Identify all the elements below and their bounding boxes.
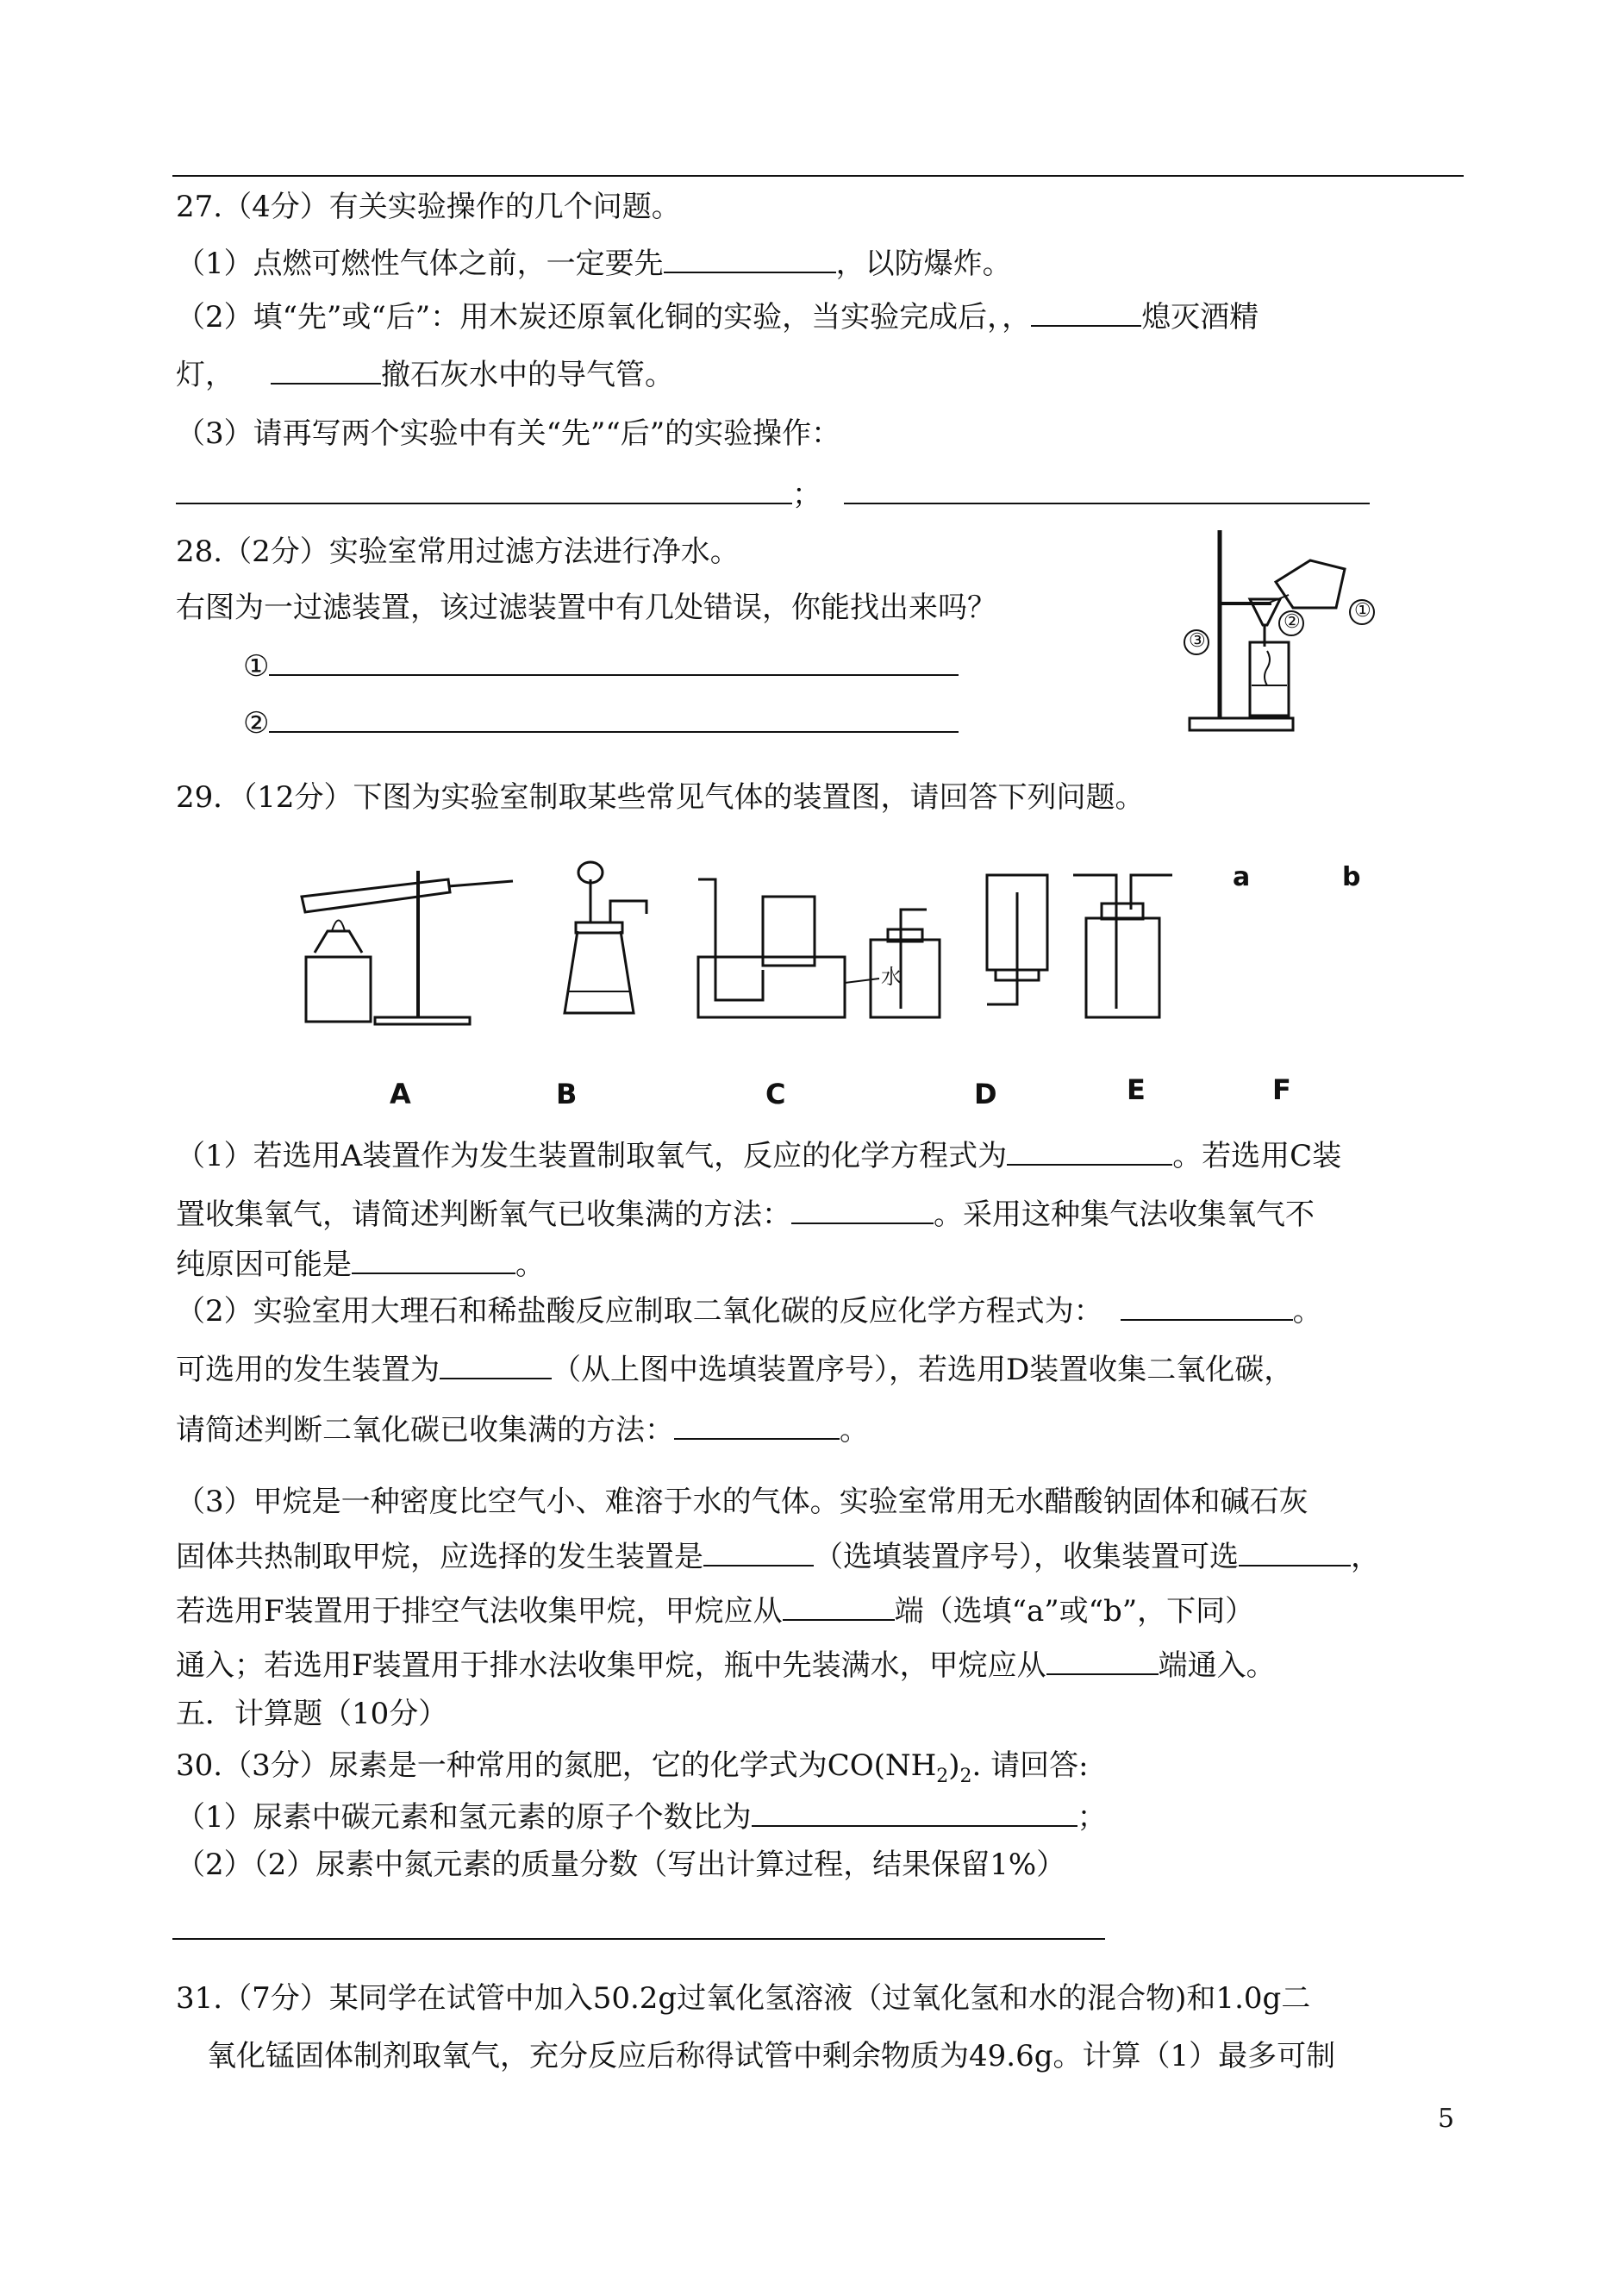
q27-part1-text: （1）点燃可燃性气体之前，一定要先 [176, 247, 664, 281]
q29-part2-text-c: 可选用的发生装置为 [176, 1353, 440, 1387]
answer-blank[interactable] [664, 246, 836, 273]
q29-part3-cont3 [176, 1648, 1276, 1683]
answer-line[interactable] [172, 1938, 1105, 1940]
q29-part2-cont [176, 1352, 1293, 1387]
separator: ； [792, 478, 821, 512]
apparatus-label-d: D [974, 1078, 997, 1110]
q29-part3-text-e: 若选用F装置用于排空气法收集甲烷，甲烷应从 [176, 1594, 783, 1629]
apparatus-a [302, 871, 513, 1024]
answer-blank[interactable] [1007, 1138, 1172, 1166]
q29-part3-cont [176, 1539, 1380, 1574]
q27-part2-text: （2）填“先”或“后”：用木炭还原氧化铜的实验，当实验完成后，， [176, 300, 1032, 335]
q28-item2 [243, 705, 959, 741]
q29-part1-text: （1）若选用A装置作为发生装置制取氧气，反应的化学方程式为 [176, 1139, 1008, 1173]
q29-part3: （3）甲烷是一种密度比空气小、难溶于水的气体。实验室常用无水醋酸钠固体和碱石灰 [176, 1485, 1309, 1519]
q29-part3-text-d: ， [1351, 1540, 1380, 1574]
q30-title-end: . 请回答: [971, 1748, 1089, 1783]
q29-part1 [176, 1138, 1341, 1173]
answer-blank[interactable] [844, 477, 1370, 504]
q29-part2-cont2 [176, 1412, 869, 1448]
q31-line1: 31.（7分）某同学在试管中加入50.2g过氧化氢溶液（过氧化氢和水的混合物)和1.0g二 [176, 1981, 1311, 2016]
answer-blank[interactable] [1031, 299, 1141, 327]
q29-part2-text-e: 请简述判断二氧化碳已收集满的方法： [176, 1413, 674, 1448]
apparatus-label-b: B [556, 1078, 578, 1110]
section5-title: 五．计算题（10分） [176, 1697, 448, 1731]
q29-part2-text-f: 。 [840, 1413, 869, 1448]
q29-part3-cont2 [176, 1593, 1254, 1629]
q29-part2-text-d: （从上图中选填装置序号），若选用D装置收集二氧化碳， [552, 1353, 1294, 1387]
port-b-label: b [1342, 862, 1361, 892]
q29-part1-text-d: 。采用这种集气法收集氧气不 [934, 1198, 1315, 1232]
apparatus-label-c: C [765, 1078, 786, 1110]
apparatus-e [987, 875, 1047, 1004]
answer-blank[interactable] [674, 1412, 840, 1440]
answer-blank[interactable] [269, 648, 959, 676]
q29-part1-text-b: 。若选用C装 [1172, 1139, 1342, 1173]
answer-blank[interactable] [1239, 1539, 1351, 1566]
answer-blank[interactable] [752, 1799, 1077, 1827]
q29-part3-text-f: 端（选填“a”或“b”，下同） [894, 1594, 1255, 1629]
q27-part2-cont [176, 357, 674, 392]
apparatus-label-a: A [390, 1078, 411, 1110]
item-marker: ① [243, 649, 270, 684]
q29-part1-text-c: 置收集氧气，请简述判断氧气已收集满的方法： [176, 1198, 791, 1232]
q28-desc: 右图为一过滤装置，该过滤装置中有几处错误，你能找出来吗？ [176, 591, 996, 625]
answer-blank[interactable] [1121, 1293, 1293, 1321]
answer-blank[interactable] [352, 1247, 515, 1274]
q30-title-paren: ) [948, 1748, 960, 1783]
q27-part3-answers [176, 477, 1370, 512]
answer-blank[interactable] [703, 1539, 814, 1566]
gas-apparatus-figure [293, 862, 1414, 1069]
answer-blank[interactable] [791, 1197, 934, 1224]
apparatus-f [1073, 875, 1172, 1017]
q29-part1-cont2 [176, 1247, 545, 1282]
q29-part2-text-b: 。 [1292, 1294, 1322, 1329]
apparatus-label-f: F [1272, 1073, 1291, 1106]
q29-part2 [176, 1293, 1322, 1329]
q30-title-text: 30.（3分）尿素是一种常用的氮肥，它的化学式为CO(NH [176, 1748, 937, 1783]
filtration-apparatus-figure [1181, 522, 1396, 746]
q27-title: 27.（4分）有关实验操作的几个问题。 [176, 190, 681, 224]
q27-part3: （3）请再写两个实验中有关“先”“后”的实验操作： [176, 416, 841, 451]
q31-line2: 氧化锰固体制剂取氧气，充分反应后称得试管中剩余物质为49.6g。计算（1）最多可制 [207, 2039, 1336, 2073]
q29-part3-text-b: 固体共热制取甲烷，应选择的发生装置是 [176, 1540, 703, 1574]
q29-part1-text-f: 。 [515, 1248, 545, 1282]
answer-blank[interactable] [176, 477, 792, 504]
q29-part3-text-c: （选填装置序号），收集装置可选 [814, 1540, 1239, 1574]
q29-part1-cont [176, 1197, 1315, 1232]
apparatus-c [698, 879, 879, 1017]
subscript: 2 [959, 1765, 972, 1787]
q30-part1-text: （1）尿素中碳元素和氢元素的原子个数比为 [176, 1800, 752, 1835]
apparatus-b [565, 862, 646, 1013]
q29-part2-text: （2）实验室用大理石和稀盐酸反应制取二氧化碳的反应化学方程式为： [176, 1294, 1103, 1329]
page-number: 5 [1438, 2104, 1455, 2134]
q27-part2 [176, 299, 1259, 335]
q28-item1 [243, 648, 959, 684]
subscript: 2 [936, 1765, 949, 1787]
answer-blank[interactable] [440, 1352, 552, 1379]
q30-part2: （2）（2）尿素中氮元素的质量分数（写出计算过程，结果保留1%） [176, 1848, 1066, 1882]
q27-part2-text-d: 撤石灰水中的导气管。 [381, 358, 674, 392]
q29-part3-text-h: 端通入。 [1158, 1648, 1276, 1683]
q28-title: 28.（2分）实验室常用过滤方法进行净水。 [176, 535, 740, 569]
q27-part1-end: ，以防爆炸。 [835, 247, 1012, 281]
q29-title: 29．（12分）下图为实验室制取某些常见气体的装置图，请回答下列问题。 [176, 780, 1145, 815]
fig-label-3: ③ [1189, 630, 1206, 652]
port-a-label: a [1233, 862, 1251, 892]
q29-part3-text-g: 通入；若选用F装置用于排水法收集甲烷，瓶中先装满水，甲烷应从 [176, 1648, 1046, 1683]
fig-label-1: ① [1354, 600, 1371, 622]
water-label: 水 [881, 965, 902, 989]
q29-part1-text-e: 纯原因可能是 [176, 1248, 352, 1282]
answer-blank[interactable] [1046, 1648, 1159, 1675]
q27-part2-text-b: 熄灭酒精 [1141, 300, 1259, 335]
q30-part1-end: ； [1077, 1800, 1107, 1835]
q30-title [176, 1748, 1089, 1794]
q30-part1 [176, 1799, 1107, 1835]
header-rule [172, 175, 1464, 177]
q27-part1 [176, 246, 1012, 281]
item-marker: ② [243, 706, 270, 741]
q27-part2-text-c: 灯， [176, 358, 234, 392]
answer-blank[interactable] [271, 357, 381, 385]
apparatus-label-e: E [1127, 1073, 1146, 1106]
answer-blank[interactable] [783, 1593, 895, 1621]
answer-blank[interactable] [269, 705, 959, 733]
fig-label-2: ② [1284, 611, 1301, 633]
